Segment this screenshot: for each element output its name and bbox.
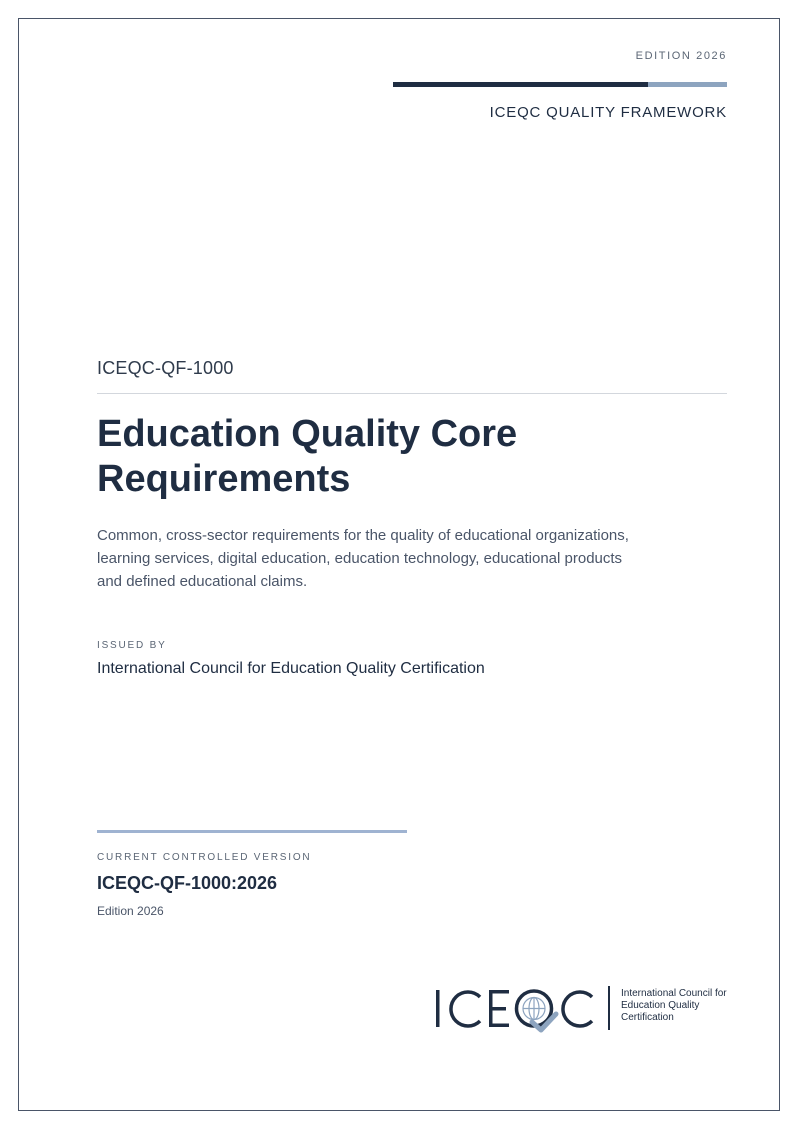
accent-bar-light [648, 82, 727, 87]
description-line: and defined educational claims. [97, 573, 308, 590]
title-divider [97, 393, 727, 394]
version-label: CURRENT CONTROLLED VERSION [97, 852, 312, 863]
issuer-name: International Council for Education Quality Certification [97, 660, 485, 677]
iceqc-logo [432, 984, 732, 1034]
logo-divider [608, 986, 610, 1030]
document-title [97, 412, 657, 502]
document-description [97, 524, 687, 593]
description-line: learning services, digital education, education technology, educational products [97, 550, 623, 567]
logo-text-line: Education Quality [621, 1000, 700, 1011]
accent-bar-dark [393, 82, 648, 87]
framework-label: ICEQC QUALITY FRAMEWORK [489, 104, 727, 121]
title-line: Requirements [97, 458, 351, 500]
document-code: ICEQC-QF-1000 [97, 358, 234, 378]
description-line: Common, cross-sector requirements for the quality of educational organizations, [97, 527, 629, 544]
version-code: ICEQC-QF-1000:2026 [97, 873, 278, 893]
logo-organization-text [621, 988, 741, 1024]
header-accent-bar [393, 82, 727, 87]
version-edition: Edition 2026 [97, 904, 164, 918]
title-line: Education Quality Core [97, 413, 518, 455]
version-divider [97, 830, 407, 833]
logo-text-line: Certification [621, 1012, 674, 1023]
logo-text-line: International Council for [621, 988, 727, 999]
issued-by-label: ISSUED BY [97, 640, 167, 651]
edition-label: EDITION 2026 [635, 50, 727, 62]
iceqc-logo-mark [432, 984, 598, 1034]
